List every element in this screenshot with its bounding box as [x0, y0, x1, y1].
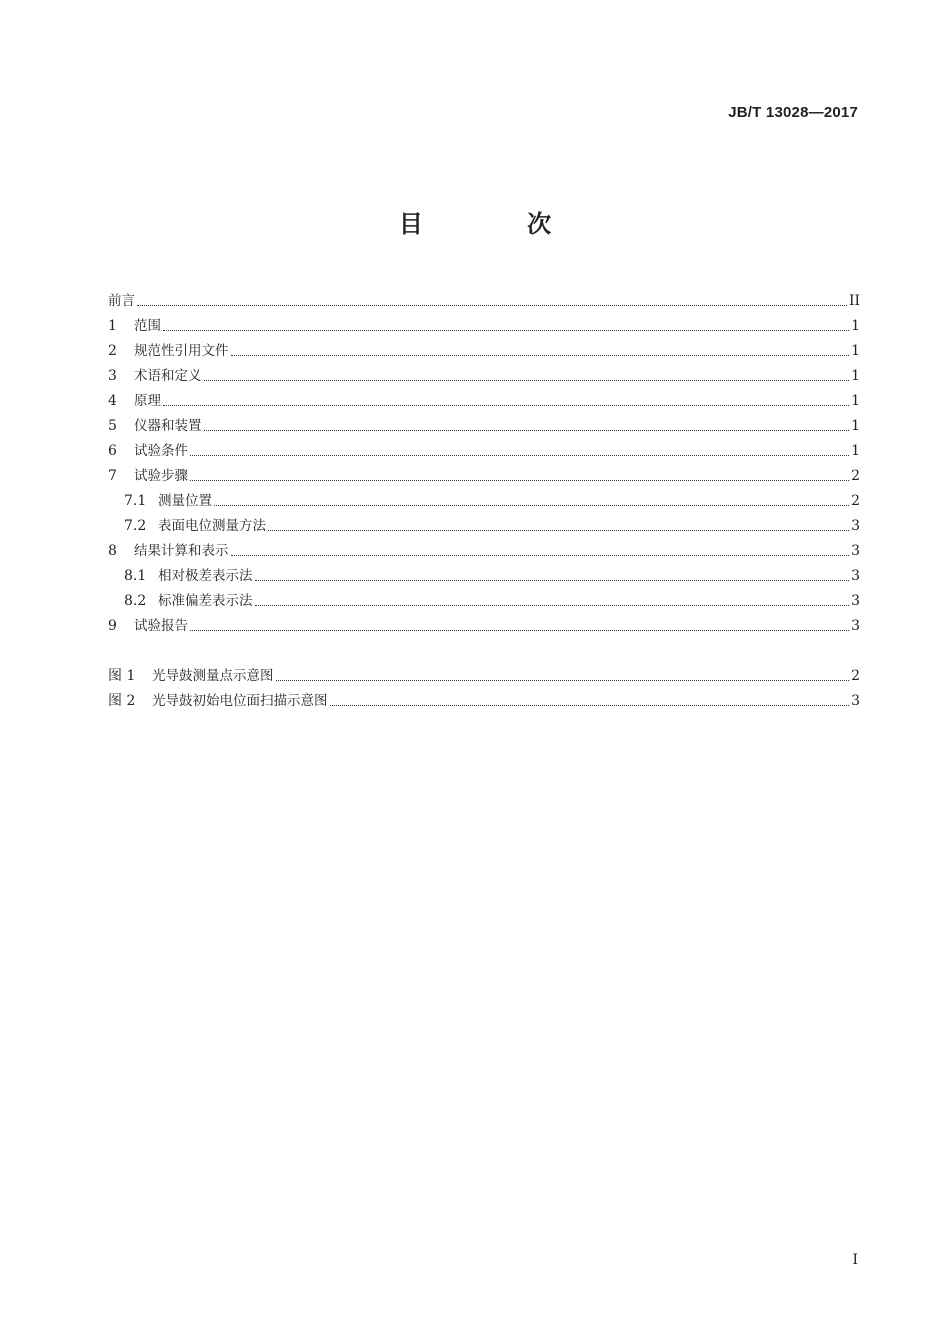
toc-entry-number: 5	[108, 418, 117, 434]
toc-entry[interactable]	[108, 384, 860, 409]
toc-entry[interactable]	[108, 359, 860, 384]
toc-entry-number: 7	[108, 468, 117, 484]
toc-entry-title: 规范性引用文件	[134, 343, 229, 359]
toc-entry-page: 1	[851, 343, 860, 359]
figure-entry[interactable]	[108, 659, 860, 684]
toc-entry[interactable]	[108, 534, 860, 559]
toc-entry-title: 前言	[108, 293, 135, 309]
toc-entry-page: 3	[851, 593, 860, 609]
toc-entry-title: 相对极差表示法	[158, 568, 253, 584]
toc-entry-title: 仪器和装置	[134, 418, 202, 434]
toc-entry-number: 7.2	[124, 518, 147, 534]
toc-entry[interactable]	[108, 434, 860, 459]
toc-entry-title: 光导鼓初始电位面扫描示意图	[152, 693, 328, 709]
toc-entry-number: 8	[108, 543, 117, 559]
toc-entry-title: 标准偏差表示法	[158, 593, 253, 609]
dot-leader	[190, 629, 849, 631]
standard-number: JB/T 13028—2017	[728, 104, 858, 121]
toc-entry-page: 3	[851, 518, 860, 534]
toc-entry[interactable]	[108, 284, 860, 309]
toc-entry-title: 原理	[134, 393, 161, 409]
dot-leader	[204, 379, 850, 381]
dot-leader	[276, 679, 850, 681]
dot-leader	[137, 304, 847, 306]
dot-leader	[255, 604, 850, 606]
toc-entry-title: 光导鼓测量点示意图	[152, 668, 274, 684]
toc-entry[interactable]	[108, 334, 860, 359]
toc-entry[interactable]	[108, 409, 860, 434]
dot-leader	[330, 704, 850, 706]
toc-entry-page: 2	[851, 668, 860, 684]
dot-leader	[231, 554, 850, 556]
dot-leader	[231, 354, 850, 356]
toc-entry-title: 试验条件	[134, 443, 188, 459]
toc-entry[interactable]	[108, 559, 860, 584]
toc-entry-title: 测量位置	[158, 493, 212, 509]
toc-entry-page: 3	[851, 618, 860, 634]
toc-entry-page: 3	[851, 568, 860, 584]
toc-entry-page: 1	[851, 418, 860, 434]
toc-entry[interactable]	[108, 309, 860, 334]
toc-entry-number: 9	[108, 618, 117, 634]
toc-entry-title: 结果计算和表示	[134, 543, 229, 559]
toc-entry-page: 1	[851, 443, 860, 459]
dot-leader	[268, 529, 849, 531]
toc-entry-page: 3	[851, 543, 860, 559]
toc-entry-number: 3	[108, 368, 117, 384]
toc-entry-page: 1	[851, 368, 860, 384]
toc-entry[interactable]	[108, 584, 860, 609]
toc-entry-number: 4	[108, 393, 117, 409]
toc-entry-page: 2	[851, 493, 860, 509]
toc-entry-number: 图 1	[108, 668, 136, 684]
toc-entry-number: 2	[108, 343, 117, 359]
toc-entry-number: 8.2	[124, 593, 147, 609]
toc-entry-page: 1	[851, 318, 860, 334]
toc-entry-page: 1	[851, 393, 860, 409]
toc-entry-number: 图 2	[108, 693, 136, 709]
toc-entry-page: 3	[851, 693, 860, 709]
dot-leader	[214, 504, 849, 506]
toc-entry[interactable]	[108, 459, 860, 484]
figure-entry[interactable]	[108, 684, 860, 709]
toc-entry[interactable]	[108, 484, 860, 509]
toc-entry-number: 1	[108, 318, 117, 334]
page-number: I	[852, 1252, 858, 1268]
dot-leader	[163, 329, 849, 331]
toc-entry-number: 7.1	[124, 493, 147, 509]
toc-entry-title: 术语和定义	[134, 368, 202, 384]
dot-leader	[190, 454, 849, 456]
toc-entry[interactable]	[108, 509, 860, 534]
dot-leader	[255, 579, 850, 581]
dot-leader	[163, 404, 849, 406]
toc-entry-title: 试验步骤	[134, 468, 188, 484]
toc-entry-number: 8.1	[124, 568, 147, 584]
toc-entry-title: 试验报告	[134, 618, 188, 634]
toc-entry-number: 6	[108, 443, 117, 459]
toc-entries	[108, 284, 860, 634]
dot-leader	[190, 479, 849, 481]
toc-entry-page: 2	[851, 468, 860, 484]
dot-leader	[204, 429, 850, 431]
toc-entry[interactable]	[108, 609, 860, 634]
toc-entry-page: II	[848, 293, 860, 309]
figure-list	[108, 659, 860, 709]
toc-entry-title: 范围	[134, 318, 161, 334]
table-of-contents	[108, 284, 860, 709]
page-title: 目 次	[398, 210, 600, 238]
toc-entry-title: 表面电位测量方法	[158, 518, 266, 534]
